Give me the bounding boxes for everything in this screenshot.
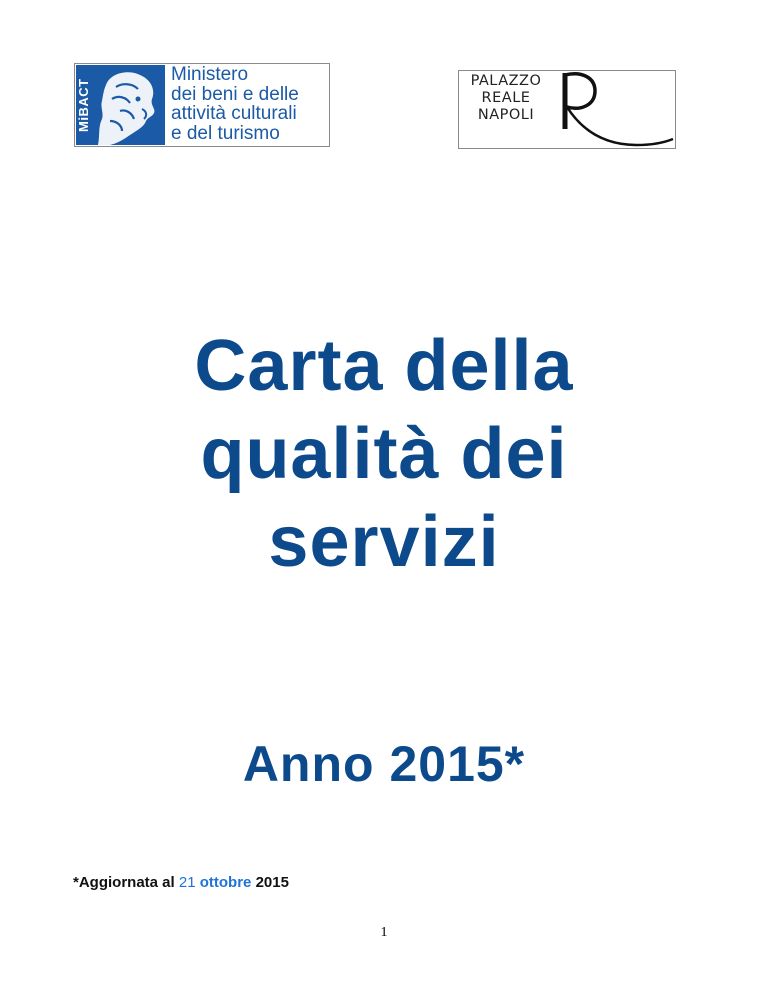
- mibact-name: [171, 65, 299, 143]
- mibact-logo: [74, 63, 330, 147]
- update-day: 21: [178, 874, 196, 891]
- update-prefix: *Aggiornata al: [73, 874, 179, 891]
- title-line: qualità dei: [200, 414, 568, 494]
- palazzo-p-monogram-icon: [551, 71, 675, 148]
- update-year: 2015: [255, 874, 289, 891]
- statue-head-icon: [76, 65, 165, 145]
- update-month: ottobre: [199, 874, 252, 891]
- title-line: Carta della: [194, 326, 574, 406]
- palazzo-line: NAPOLI: [477, 107, 535, 123]
- palazzo-reale-logo: [458, 70, 676, 149]
- mibact-mark-text: MiBACT: [76, 78, 91, 132]
- palazzo-line: REALE: [481, 90, 531, 106]
- palazzo-name: [461, 73, 551, 124]
- document-title: [0, 322, 768, 586]
- mibact-line: attività culturali: [171, 103, 297, 124]
- mibact-line: dei beni e delle: [171, 83, 299, 105]
- mibact-emblem: [76, 65, 165, 145]
- title-line: servizi: [268, 502, 500, 582]
- page-number: 1: [380, 925, 388, 940]
- year-heading: Anno 2015*: [242, 736, 526, 792]
- mibact-line: Ministero: [171, 64, 249, 85]
- update-note: [73, 874, 289, 891]
- palazzo-line: PALAZZO: [470, 73, 542, 89]
- mibact-line: e del turismo: [171, 122, 280, 144]
